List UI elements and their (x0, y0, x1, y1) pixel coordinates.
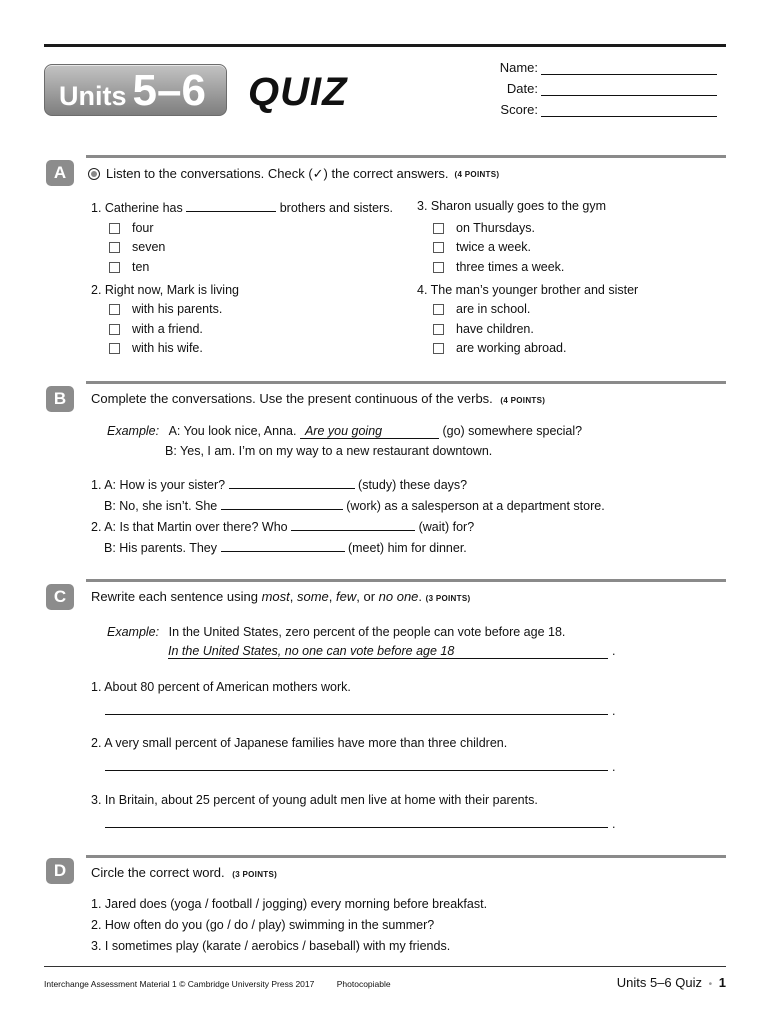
b-example-a-text: A: You look nice, Anna. (168, 424, 297, 438)
c-q3-period: . (612, 817, 616, 831)
section-c-instruction: Rewrite each sentence using most, some, few, or no one. (3 POINTS) (91, 589, 471, 604)
option-label: have children. (456, 322, 534, 336)
section-c-points: (3 POINTS) (425, 594, 471, 603)
b-q2-a-text: 2. A: Is that Martin over there? Who (91, 520, 288, 534)
a-q3-option[interactable] (433, 260, 564, 274)
section-d-instruction-text: Circle the correct word. (91, 865, 225, 880)
c-q1: 1. About 80 percent of American mothers work. (91, 680, 351, 694)
section-b-points: (4 POINTS) (500, 396, 546, 405)
section-d-instruction (91, 865, 277, 880)
score-field[interactable] (466, 102, 717, 117)
name-field[interactable] (466, 60, 717, 75)
section-b-badge: B (46, 386, 74, 412)
option-label: are in school. (456, 302, 531, 316)
section-a-points: (4 POINTS) (454, 169, 500, 179)
checkbox[interactable] (433, 223, 444, 234)
a-q2: 2. Right now, Mark is living (91, 283, 239, 297)
footer-left (44, 979, 391, 989)
score-line[interactable] (541, 103, 717, 117)
a-q1-blank[interactable] (186, 199, 276, 212)
c-q2-period: . (612, 760, 616, 774)
footer-copyright: Interchange Assessment Material 1 © Cambridge University Press 2017 (44, 979, 315, 989)
units-number: 5–6 (132, 66, 206, 115)
a-q3-option[interactable] (433, 240, 531, 254)
section-d-rule (86, 855, 726, 858)
b-q1-a-blank[interactable] (229, 476, 355, 489)
section-c-instruction-text: Rewrite each sentence using (91, 589, 258, 604)
b-example-a-end: (go) somewhere special? (442, 424, 583, 438)
a-q2-option[interactable] (109, 302, 222, 316)
d-q1: 1. Jared does (yoga / football / jogging) every morning before breakfast. (91, 897, 488, 911)
a-q4: 4. The man’s younger brother and sister (417, 283, 639, 297)
c-example-label: Example: (107, 625, 160, 639)
section-a-instruction-text: Listen to the conversations. Check (✓) the correct answers. (106, 166, 449, 181)
checkbox[interactable] (433, 262, 444, 273)
a-q2-option[interactable] (109, 322, 203, 336)
footer-quiz-title: Units 5–6 Quiz (616, 975, 702, 990)
option-label: seven (132, 240, 166, 254)
c-q1-answer-line[interactable] (105, 701, 608, 715)
date-line[interactable] (541, 82, 717, 96)
c-example-period: . (612, 644, 616, 658)
section-b-instruction (91, 391, 545, 406)
footer-rule (44, 966, 726, 967)
footer-photocopiable: Photocopiable (336, 979, 391, 989)
option-label: three times a week. (456, 260, 565, 274)
b-example-a (107, 424, 582, 439)
d-q3: 3. I sometimes play (karate / aerobics / baseball) with my friends. (91, 939, 451, 953)
checkbox[interactable] (109, 304, 120, 315)
a-q2-option[interactable] (109, 341, 203, 355)
b-q1-b-end: (work) as a salesperson at a department store. (346, 499, 605, 513)
checkbox[interactable] (433, 304, 444, 315)
b-q2-a-end: (wait) for? (418, 520, 475, 534)
word-some: some (296, 589, 329, 604)
a-q1-option[interactable] (109, 240, 165, 254)
b-q2-a (91, 518, 474, 534)
section-a-badge: A (46, 160, 74, 186)
b-example-label: Example: (107, 424, 160, 438)
word-no-one: no one (378, 589, 419, 604)
a-q1-option[interactable] (109, 260, 149, 274)
word-most: most (261, 589, 290, 604)
a-q1-option[interactable] (109, 221, 154, 235)
b-example-answer: Are you going (300, 424, 439, 439)
c-example-text: In the United States, zero percent of the people can vote before age 18. (168, 625, 566, 639)
option-label: ten (132, 260, 150, 274)
section-c-rule (86, 579, 726, 582)
c-q1-period: . (612, 704, 616, 718)
d-q2: 2. How often do you (go / do / play) swimming in the summer? (91, 918, 435, 932)
option-label: with a friend. (132, 322, 203, 336)
quiz-title: QUIZ (248, 70, 348, 114)
word-few: few (336, 589, 357, 604)
footer-bullet: • (708, 979, 713, 990)
b-q1-b-blank[interactable] (221, 497, 343, 510)
option-label: on Thursdays. (456, 221, 535, 235)
a-q3-option[interactable] (433, 221, 535, 235)
section-a-instruction (88, 166, 499, 182)
b-q2-b-text: B: His parents. They (104, 541, 218, 555)
option-label: are working abroad. (456, 341, 567, 355)
date-field[interactable] (466, 81, 717, 96)
checkbox[interactable] (109, 324, 120, 335)
option-label: with his wife. (132, 341, 203, 355)
units-badge (44, 64, 227, 116)
b-q1-b-text: B: No, she isn’t. She (104, 499, 218, 513)
date-label: Date: (506, 81, 538, 96)
c-q3: 3. In Britain, about 25 percent of young adult men live at home with their parents. (91, 793, 538, 807)
b-q1-a (91, 476, 467, 492)
option-label: with his parents. (132, 302, 223, 316)
c-q2: 2. A very small percent of Japanese families have more than three children. (91, 736, 508, 750)
section-a-rule (86, 155, 726, 158)
section-c-badge: C (46, 584, 74, 610)
a-q4-option[interactable] (433, 322, 534, 336)
b-q2-b (104, 539, 467, 555)
a-q4-option[interactable] (433, 341, 566, 355)
c-q2-answer-line[interactable] (105, 757, 608, 771)
a-q1-stem: 1. Catherine has (91, 201, 183, 215)
checkbox[interactable] (109, 242, 120, 253)
name-line[interactable] (541, 61, 717, 75)
a-q1 (91, 199, 393, 215)
section-d-points: (3 POINTS) (232, 870, 278, 879)
page-number: 1 (718, 975, 726, 990)
checkbox[interactable] (433, 343, 444, 354)
audio-icon[interactable] (88, 168, 100, 180)
b-q2-a-blank[interactable] (291, 518, 415, 531)
b-q2-b-blank[interactable] (221, 539, 345, 552)
checkbox[interactable] (109, 343, 120, 354)
checkbox[interactable] (433, 324, 444, 335)
footer-right (617, 975, 726, 990)
checkbox[interactable] (109, 262, 120, 273)
a-q1-stem-end: brothers and sisters. (279, 201, 393, 215)
checkbox[interactable] (433, 242, 444, 253)
c-example-answer-line (168, 644, 608, 659)
top-rule (44, 44, 726, 47)
section-b-instruction-text: Complete the conversations. Use the present continuous of the verbs. (91, 391, 493, 406)
b-q1-a-text: 1. A: How is your sister? (91, 478, 226, 492)
a-q3: 3. Sharon usually goes to the gym (417, 199, 607, 213)
score-label: Score: (500, 102, 538, 117)
b-q1-b (104, 497, 605, 513)
c-q3-answer-line[interactable] (105, 814, 608, 828)
c-example-answer: In the United States, no one can vote before age 18 (168, 644, 608, 659)
checkbox[interactable] (109, 223, 120, 234)
c-example (107, 625, 565, 639)
b-q1-a-end: (study) these days? (358, 478, 468, 492)
option-label: twice a week. (456, 240, 532, 254)
units-word: Units (59, 81, 127, 111)
name-label: Name: (499, 60, 538, 75)
option-label: four (132, 221, 154, 235)
b-q2-b-end: (meet) him for dinner. (347, 541, 467, 555)
b-example-b: B: Yes, I am. I’m on my way to a new restaurant downtown. (165, 444, 493, 458)
section-d-badge: D (46, 858, 74, 884)
section-b-rule (86, 381, 726, 384)
a-q4-option[interactable] (433, 302, 530, 316)
